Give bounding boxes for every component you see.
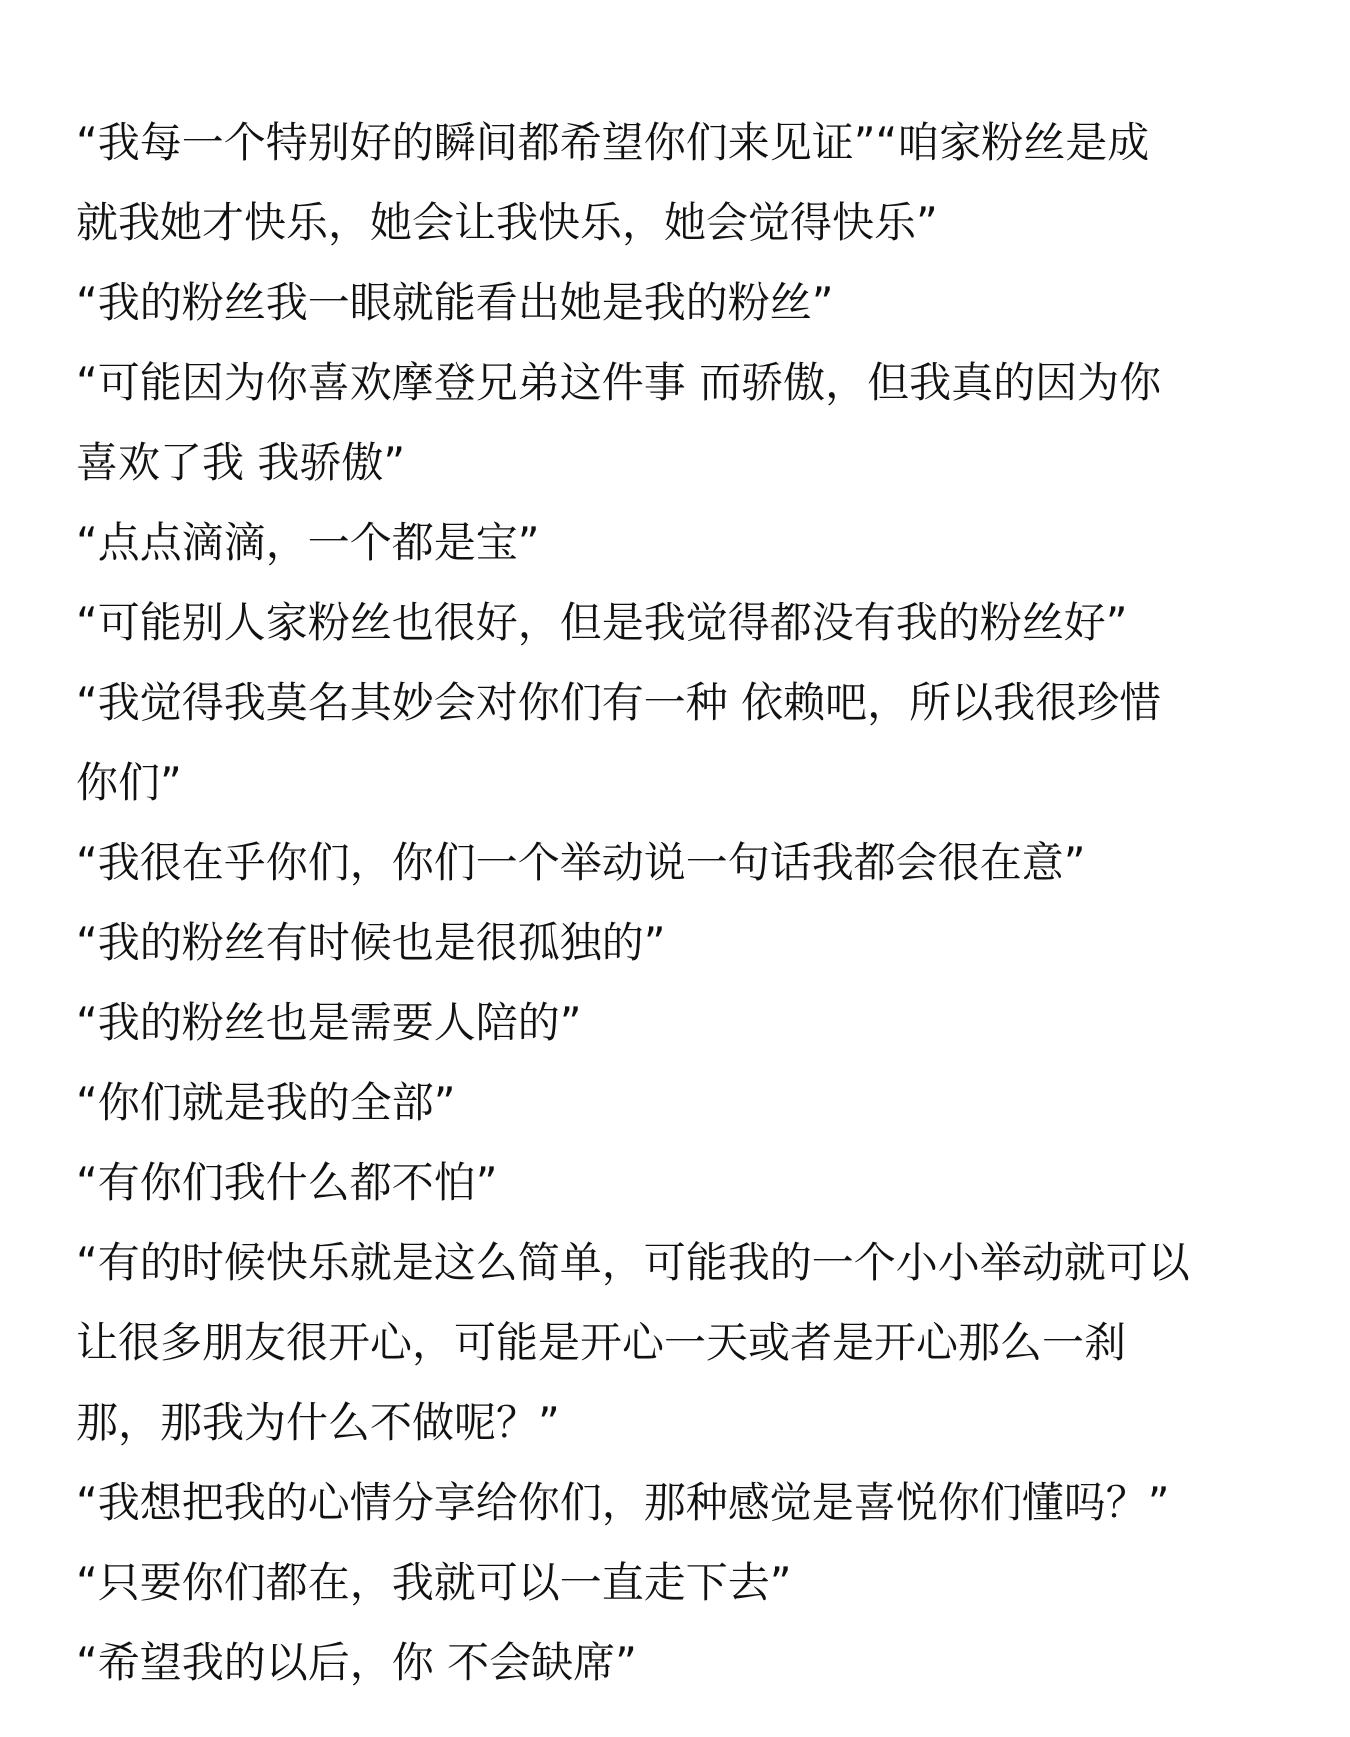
text-line: “我的粉丝我一眼就能看出她是我的粉丝” — [76, 278, 834, 327]
text-line: “希望我的以后，你 不会缺席” — [76, 1638, 637, 1687]
text-line: “我想把我的心情分享给你们，那种感觉是喜悦你们懂吗？” — [76, 1478, 1170, 1527]
text-line: “我觉得我莫名其妙会对你们有一种 依赖吧，所以我很珍惜 — [76, 678, 1162, 727]
text-line: “可能别人家粉丝也很好，但是我觉得都没有我的粉丝好” — [76, 598, 1128, 647]
text-line: 让很多朋友很开心，可能是开心一天或者是开心那么一刹 — [76, 1318, 1127, 1367]
text-line: 就我她才快乐，她会让我快乐，她会觉得快乐” — [76, 198, 938, 247]
text-line: 你们” — [76, 758, 182, 807]
text-line: “有的时候快乐就是这么简单，可能我的一个小小举动就可以 — [76, 1238, 1190, 1287]
text-line: 喜欢了我 我骄傲” — [76, 438, 406, 487]
text-line: “只要你们都在，我就可以一直走下去” — [76, 1558, 792, 1607]
text-line: 那，那我为什么不做呢？” — [76, 1398, 560, 1447]
text-line: “我的粉丝也是需要人陪的” — [76, 998, 582, 1047]
text-line: “我的粉丝有时候也是很孤独的” — [76, 918, 666, 967]
text-line: “我很在乎你们，你们一个举动说一句话我都会很在意” — [76, 838, 1086, 887]
quote-text-block — [76, 103, 1306, 1703]
text-line: “我每一个特别好的瞬间都希望你们来见证”“咱家粉丝是成 — [76, 118, 1150, 167]
text-line: “点点滴滴，一个都是宝” — [76, 518, 540, 567]
text-line: “你们就是我的全部” — [76, 1078, 456, 1127]
text-line: “有你们我什么都不怕” — [76, 1158, 498, 1207]
text-line: “可能因为你喜欢摩登兄弟这件事 而骄傲，但我真的因为你 — [76, 358, 1162, 407]
